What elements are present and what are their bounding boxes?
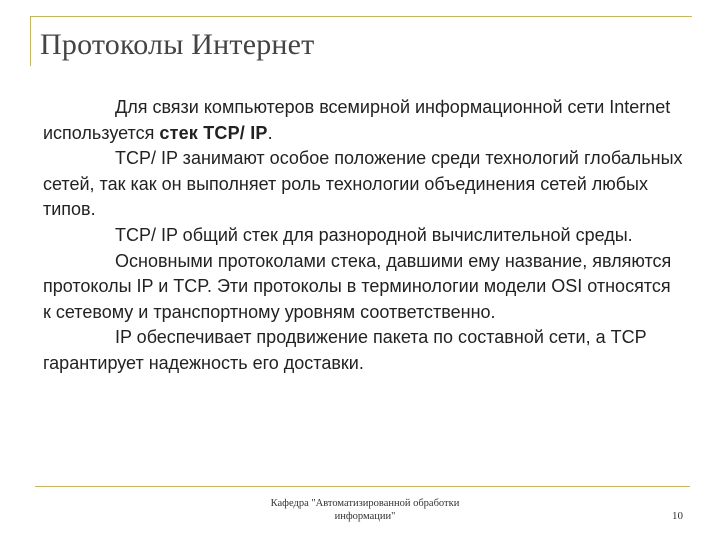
slide-title: Протоколы Интернет <box>40 28 315 61</box>
footer-divider <box>35 486 690 487</box>
footer-department <box>255 497 475 523</box>
footer-line-1: Кафедра "Автоматизированной обработки <box>270 498 460 509</box>
paragraph-1-end: . <box>267 122 273 143</box>
paragraph-4: Основными протоколами стека, давшими ему название, являются протоколы IP и TCP. Эти протоколы в терминологии модели OSI относятся к сетевому и транспортному уровням соответственно. <box>43 250 672 322</box>
page-number: 10 <box>672 510 683 522</box>
paragraph-3: TCP/ IP общий стек для разнородной вычислительной среды. <box>115 224 633 245</box>
frame-top-line <box>30 16 692 17</box>
footer-line-2: информации" <box>334 511 396 522</box>
paragraph-1-text: Для связи компьютеров всемирной информационной сети Internet используется <box>43 97 671 143</box>
paragraph-1 <box>43 95 683 146</box>
paragraph-1-bold: стек TCP/ IP <box>159 122 268 143</box>
frame-left-line <box>30 16 31 66</box>
paragraph-5: IP обеспечивает продвижение пакета по составной сети, а TCP гарантирует надежность его доставки. <box>43 327 647 373</box>
paragraph-2: TCP/ IP занимают особое положение среди технологий глобальных сетей, так как он выполняет роль технологии объединения сетей любых типов. <box>43 148 683 220</box>
slide-body <box>43 95 683 377</box>
